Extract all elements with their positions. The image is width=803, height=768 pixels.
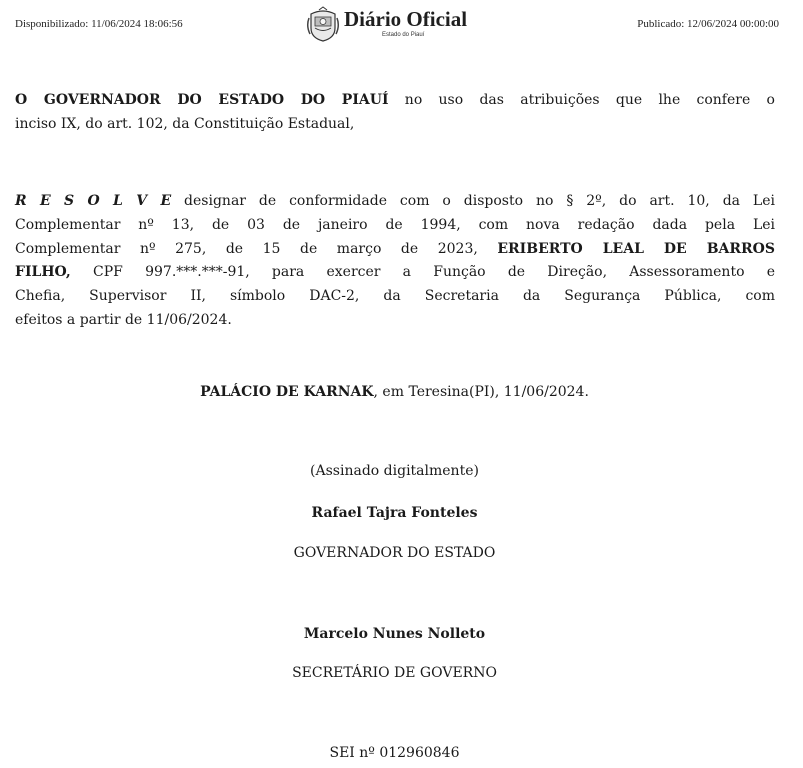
place-date-text: , em Teresina(PI), 11/06/2024.	[373, 384, 589, 400]
resolve-line-3-text: Complementar nº 275, de 15 de março de 2023,	[15, 240, 498, 257]
resolve-keyword: R E S O L V E	[15, 193, 172, 209]
signer-2-name: Marcelo Nunes Nolleto	[303, 626, 486, 642]
brand-title: Diário Oficial	[344, 7, 468, 31]
place-date-line	[0, 383, 796, 401]
signer-1-role: GOVERNADOR DO ESTADO	[293, 545, 496, 561]
resolve-line-4	[15, 261, 775, 285]
sei-number: SEI nº 012960846	[329, 745, 460, 761]
resolve-line-1-text: designar de conformidade com o disposto no § 2º, do art. 10, da Lei	[171, 193, 775, 209]
resolve-line-2: Complementar nº 13, de 03 de janeiro de 1994, com nova redação dada pela Lei	[15, 216, 775, 233]
signer-2-role: SECRETÁRIO DE GOVERNO	[292, 665, 497, 681]
digital-signature-note: (Assinado digitalmente)	[310, 463, 479, 479]
availability-date: Disponibilizado: 11/06/2024 18:06:56	[15, 18, 183, 30]
appointee-name-part-2: FILHO,	[15, 264, 71, 281]
intro-line-1	[15, 89, 775, 113]
piaui-coat-of-arms-icon	[306, 6, 340, 42]
publication-date: Publicado: 12/06/2024 00:00:00	[637, 18, 779, 30]
resolve-line-4-text: CPF 997.***.***-91, para exercer a Função de Direção, Assessoramento e	[70, 264, 775, 281]
palace-name: PALÁCIO DE KARNAK	[200, 384, 374, 400]
governor-title: O GOVERNADOR DO ESTADO DO PIAUÍ	[15, 92, 389, 108]
intro-line-1-text: no uso das atribuições que lhe confere o	[388, 92, 775, 108]
intro-paragraph	[15, 89, 775, 137]
resolve-line-5: Chefia, Supervisor II, símbolo DAC-2, da Secretaria da Segurança Pública, com	[15, 288, 775, 305]
brand-subtitle: Estado do Piauí	[382, 32, 425, 38]
appointee-name-part-1: ERIBERTO LEAL DE BARROS	[497, 240, 775, 257]
intro-line-2: inciso IX, do art. 102, da Constituição Estadual,	[15, 115, 355, 132]
resolve-line-3	[15, 238, 775, 262]
resolve-line-6: efeitos a partir de 11/06/2024.	[15, 311, 232, 328]
signer-1-name: Rafael Tajra Fonteles	[311, 505, 478, 521]
diario-oficial-logo	[306, 6, 486, 42]
page-header	[0, 0, 803, 46]
resolve-paragraph	[15, 190, 775, 333]
resolve-line-1	[15, 190, 775, 214]
